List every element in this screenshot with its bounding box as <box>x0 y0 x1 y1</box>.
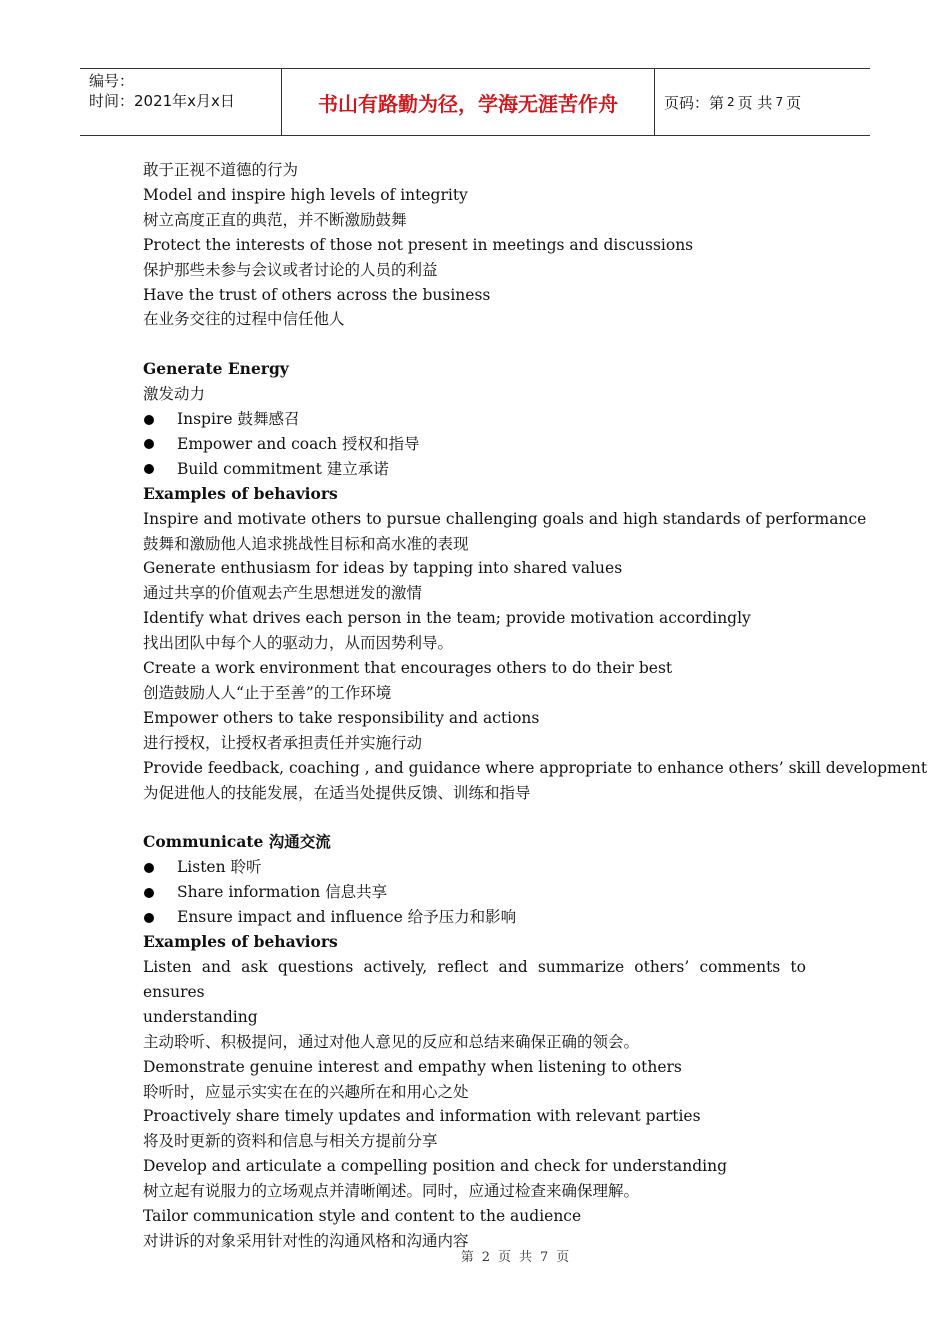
footer-total-pages: 7 <box>540 1250 549 1265</box>
bullet-item <box>143 432 806 457</box>
text-line: Proactively share timely updates and information with relevant parties <box>143 1107 701 1126</box>
header-meta <box>80 69 281 135</box>
bullet-dot-icon <box>144 863 154 873</box>
text-line: Create a work environment that encourages others to do their best <box>143 659 673 678</box>
bullet-text: Empower and coach 授权和指导 <box>177 434 420 453</box>
text-line: 通过共享的价值观去产生思想迸发的激情 <box>143 584 423 603</box>
text-line: Generate enthusiasm for ideas by tapping into shared values <box>143 559 623 578</box>
date-label: 时间：2021年x月x日 <box>89 92 235 110</box>
text-line: 树立起有说服力的立场观点并清晰阐述。同时，应通过检查来确保理解。 <box>143 1182 640 1201</box>
bullet-text: Share information 信息共享 <box>177 883 388 902</box>
text-line: 进行授权，让授权者承担责任并实施行动 <box>143 733 423 752</box>
text-line: 将及时更新的资料和信息与相关方提前分享 <box>143 1132 438 1151</box>
footer-prefix: 第 <box>460 1250 474 1265</box>
section-heading: Communicate 沟通交流 <box>143 832 331 852</box>
header-motto: 书山有路勤为径，学海无涯苦作舟 <box>281 69 655 135</box>
bullet-dot-icon <box>144 439 154 449</box>
section-subtitle: 激发动力 <box>143 385 206 404</box>
examples-heading: Examples of behaviors <box>143 483 338 503</box>
text-line: Tailor communication style and content to the audience <box>143 1207 582 1226</box>
page-footer <box>0 1246 950 1265</box>
serial-label: 编号： <box>89 72 135 90</box>
text-line: 对讲诉的对象采用针对性的沟通风格和沟通内容 <box>143 1231 469 1250</box>
page-current: 2 <box>727 95 735 109</box>
page-label-suffix: 页 <box>786 93 802 112</box>
bullet-item <box>143 880 806 905</box>
text-line: 主动聆听、积极提问，通过对他人意见的反应和总结来确保正确的领会。 <box>143 1032 640 1051</box>
text-line: understanding <box>143 1007 258 1026</box>
text-line: Empower others to take responsibility and actions <box>143 708 540 727</box>
text-line: Develop and articulate a compelling position and check for understanding <box>143 1157 728 1176</box>
bullet-dot-icon <box>144 913 154 923</box>
footer-suffix: 页 <box>556 1250 570 1265</box>
section-heading: Generate Energy <box>143 359 289 379</box>
text-line: Inspire and motivate others to pursue challenging goals and high standards of performance <box>143 509 867 528</box>
footer-total-word: 共 <box>519 1250 533 1265</box>
spacer <box>143 806 806 831</box>
text-line-justified: Listen and ask questions actively, reflect and summarize others’ comments to ensures <box>143 957 806 1001</box>
bullet-item <box>143 905 806 930</box>
text-line: 树立高度正直的典范，并不断激励鼓舞 <box>143 210 407 229</box>
text-line: 保护那些未参与会议或者讨论的人员的利益 <box>143 260 438 279</box>
text-line: 找出团队中每个人的驱动力，从而因势利导。 <box>143 634 454 653</box>
text-line: Model and inspire high levels of integrity <box>143 185 468 204</box>
text-line: Have the trust of others across the business <box>143 285 491 304</box>
text-line: 敢于正视不道德的行为 <box>143 161 299 179</box>
document-body <box>143 158 928 1254</box>
header-page-number <box>655 69 870 135</box>
bullet-text: Ensure impact and influence 给予压力和影响 <box>177 908 517 927</box>
text-line: Demonstrate genuine interest and empathy when listening to others <box>143 1057 682 1076</box>
text-line: Protect the interests of those not present in meetings and discussions <box>143 235 694 254</box>
bullet-item <box>143 407 806 432</box>
bullet-item <box>143 457 806 482</box>
text-line: 鼓舞和激励他人追求挑战性目标和高水准的表现 <box>143 534 469 553</box>
bullet-text: Inspire 鼓舞感召 <box>177 410 300 429</box>
examples-heading: Examples of behaviors <box>143 932 338 952</box>
bullet-dot-icon <box>144 415 154 425</box>
text-line: 创造鼓励人人“止于至善”的工作环境 <box>143 684 392 703</box>
text-line: 为促进他人的技能发展，在适当处提供反馈、训练和指导 <box>143 783 531 802</box>
footer-current-page: 2 <box>481 1250 490 1265</box>
bullet-text: Listen 聆听 <box>177 858 262 877</box>
page-label-mid: 页 共 <box>737 93 773 112</box>
page-header <box>80 68 870 136</box>
spacer <box>143 332 806 357</box>
bullet-dot-icon <box>144 464 154 474</box>
text-line: 在业务交往的过程中信任他人 <box>143 310 345 329</box>
page-label-prefix: 页码：第 <box>664 93 725 112</box>
bullet-dot-icon <box>144 888 154 898</box>
text-line: Identify what drives each person in the team; provide motivation accordingly <box>143 609 751 628</box>
text-line: Provide feedback, coaching , and guidance where appropriate to enhance others’ skill development <box>143 758 928 777</box>
text-line: 聆听时，应显示实实在在的兴趣所在和用心之处 <box>143 1082 469 1101</box>
bullet-text: Build commitment 建立承诺 <box>177 459 389 478</box>
footer-page-word: 页 <box>497 1250 511 1265</box>
bullet-item <box>143 855 806 880</box>
page-total: 7 <box>775 95 784 109</box>
